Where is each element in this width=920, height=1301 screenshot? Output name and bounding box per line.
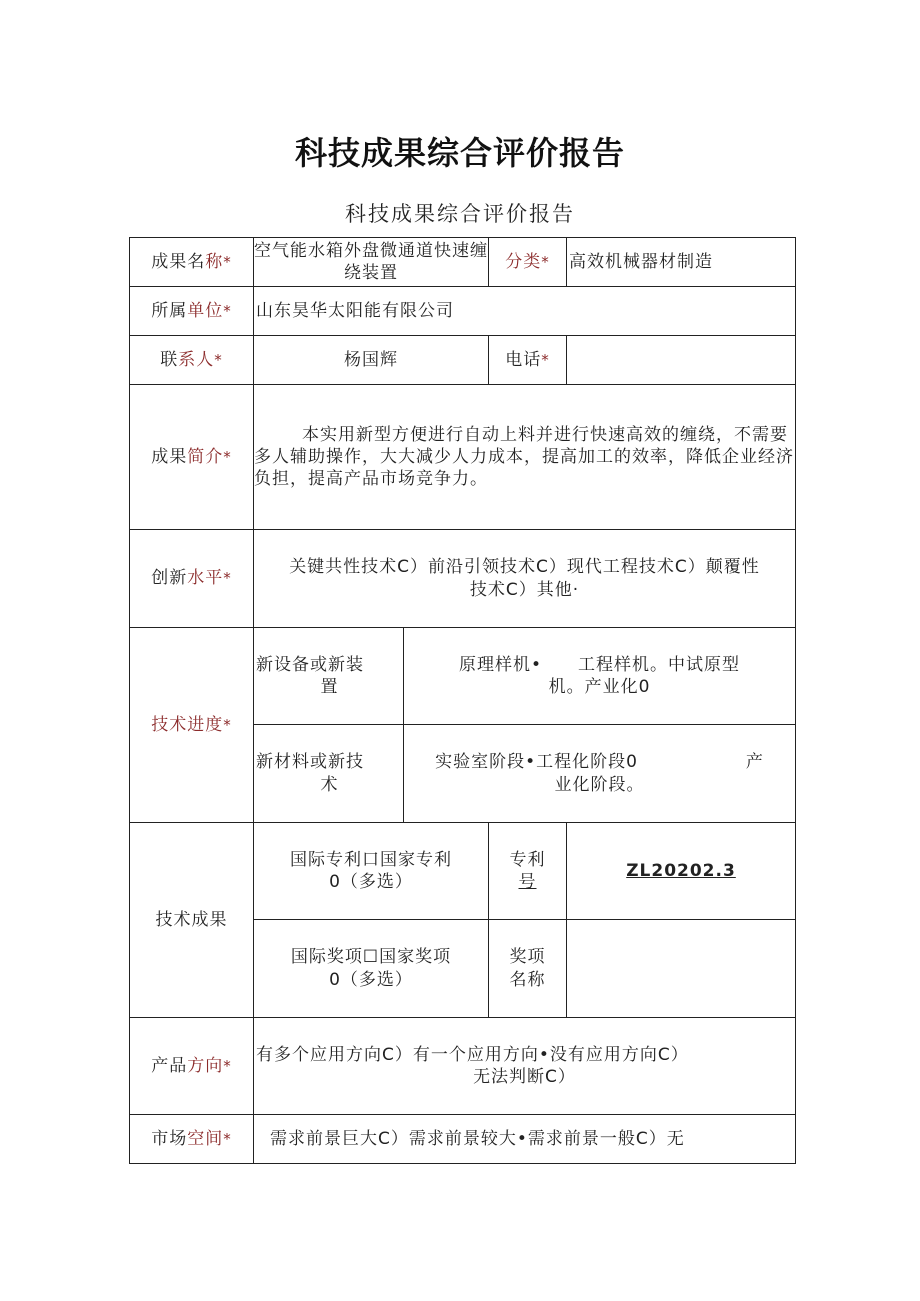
label-summary: 成果简介* <box>130 385 254 530</box>
innovation-options[interactable] <box>254 530 796 628</box>
direction-options[interactable]: 有多个应用方向C）有一个应用方向•没有应用方向C） 无法判断C） <box>254 1018 796 1115</box>
label-award-name: 奖项 名称 <box>489 920 567 1018</box>
progress-type-material: 新材料或新技 术 <box>254 725 404 823</box>
evaluation-form <box>129 237 796 1164</box>
label-category: 分类* <box>489 238 567 287</box>
market-options[interactable]: 需求前景巨大C）需求前景较大•需求前景一般C）无 <box>254 1115 796 1164</box>
label-market: 市场空间* <box>130 1115 254 1164</box>
label-contact: 联系人* <box>130 336 254 385</box>
patent-options[interactable]: 国际专利口国家专利 0（多选） <box>254 823 489 920</box>
achievement-name-value[interactable]: 空气能水箱外盘微通道快速缠绕装置 <box>254 238 489 287</box>
progress-type-equipment: 新设备或新装 置 <box>254 628 404 725</box>
patent-no-value[interactable]: ZL20202.3 <box>567 823 796 920</box>
label-patent-no: 专利 号 <box>489 823 567 920</box>
innovation-line-1: 关键共性技术C）前沿引领技术C）现代工程技术C）颠覆性 <box>289 557 760 578</box>
phone-value[interactable] <box>567 336 796 385</box>
row-achievement-name <box>130 238 796 287</box>
award-options[interactable]: 国际奖项☐国家奖项 0（多选） <box>254 920 489 1018</box>
page-title: 科技成果综合评价报告 <box>294 134 625 172</box>
row-progress-equipment <box>130 628 796 725</box>
label-achievement-name: 成果名称* <box>130 238 254 287</box>
row-direction <box>130 1018 796 1115</box>
innovation-line-2: 技术C）其他· <box>469 579 580 600</box>
award-name-value[interactable] <box>567 920 796 1018</box>
row-innovation <box>130 530 796 628</box>
label-results: 技术成果 <box>130 823 254 1018</box>
row-unit <box>130 287 796 336</box>
row-summary <box>130 385 796 530</box>
label-phone: 电话* <box>489 336 567 385</box>
row-market <box>130 1115 796 1164</box>
form-subtitle: 科技成果综合评价报告 <box>345 202 575 226</box>
progress-options-material[interactable]: 实验室阶段•工程化阶段0 产 业化阶段。 <box>404 725 796 823</box>
label-unit: 所属单位* <box>130 287 254 336</box>
label-progress: 技术进度* <box>130 628 254 823</box>
category-value[interactable]: 高效机械器材制造 <box>567 238 796 287</box>
label-innovation: 创新水平* <box>130 530 254 628</box>
unit-value[interactable]: 山东昊华太阳能有限公司 <box>254 287 796 336</box>
summary-value[interactable]: 本实用新型方便进行自动上料并进行快速高效的缠绕，不需要多人辅助操作，大大减少人力成本，提高加工的效率，降低企业经济负担，提高产品市场竞争力。 <box>254 385 796 530</box>
contact-value[interactable]: 杨国辉 <box>254 336 489 385</box>
progress-options-equipment[interactable]: 原理样机• 工程样机。中试原型 机。产业化0 <box>404 628 796 725</box>
row-contact <box>130 336 796 385</box>
row-results-patent <box>130 823 796 920</box>
label-direction: 产品方向* <box>130 1018 254 1115</box>
